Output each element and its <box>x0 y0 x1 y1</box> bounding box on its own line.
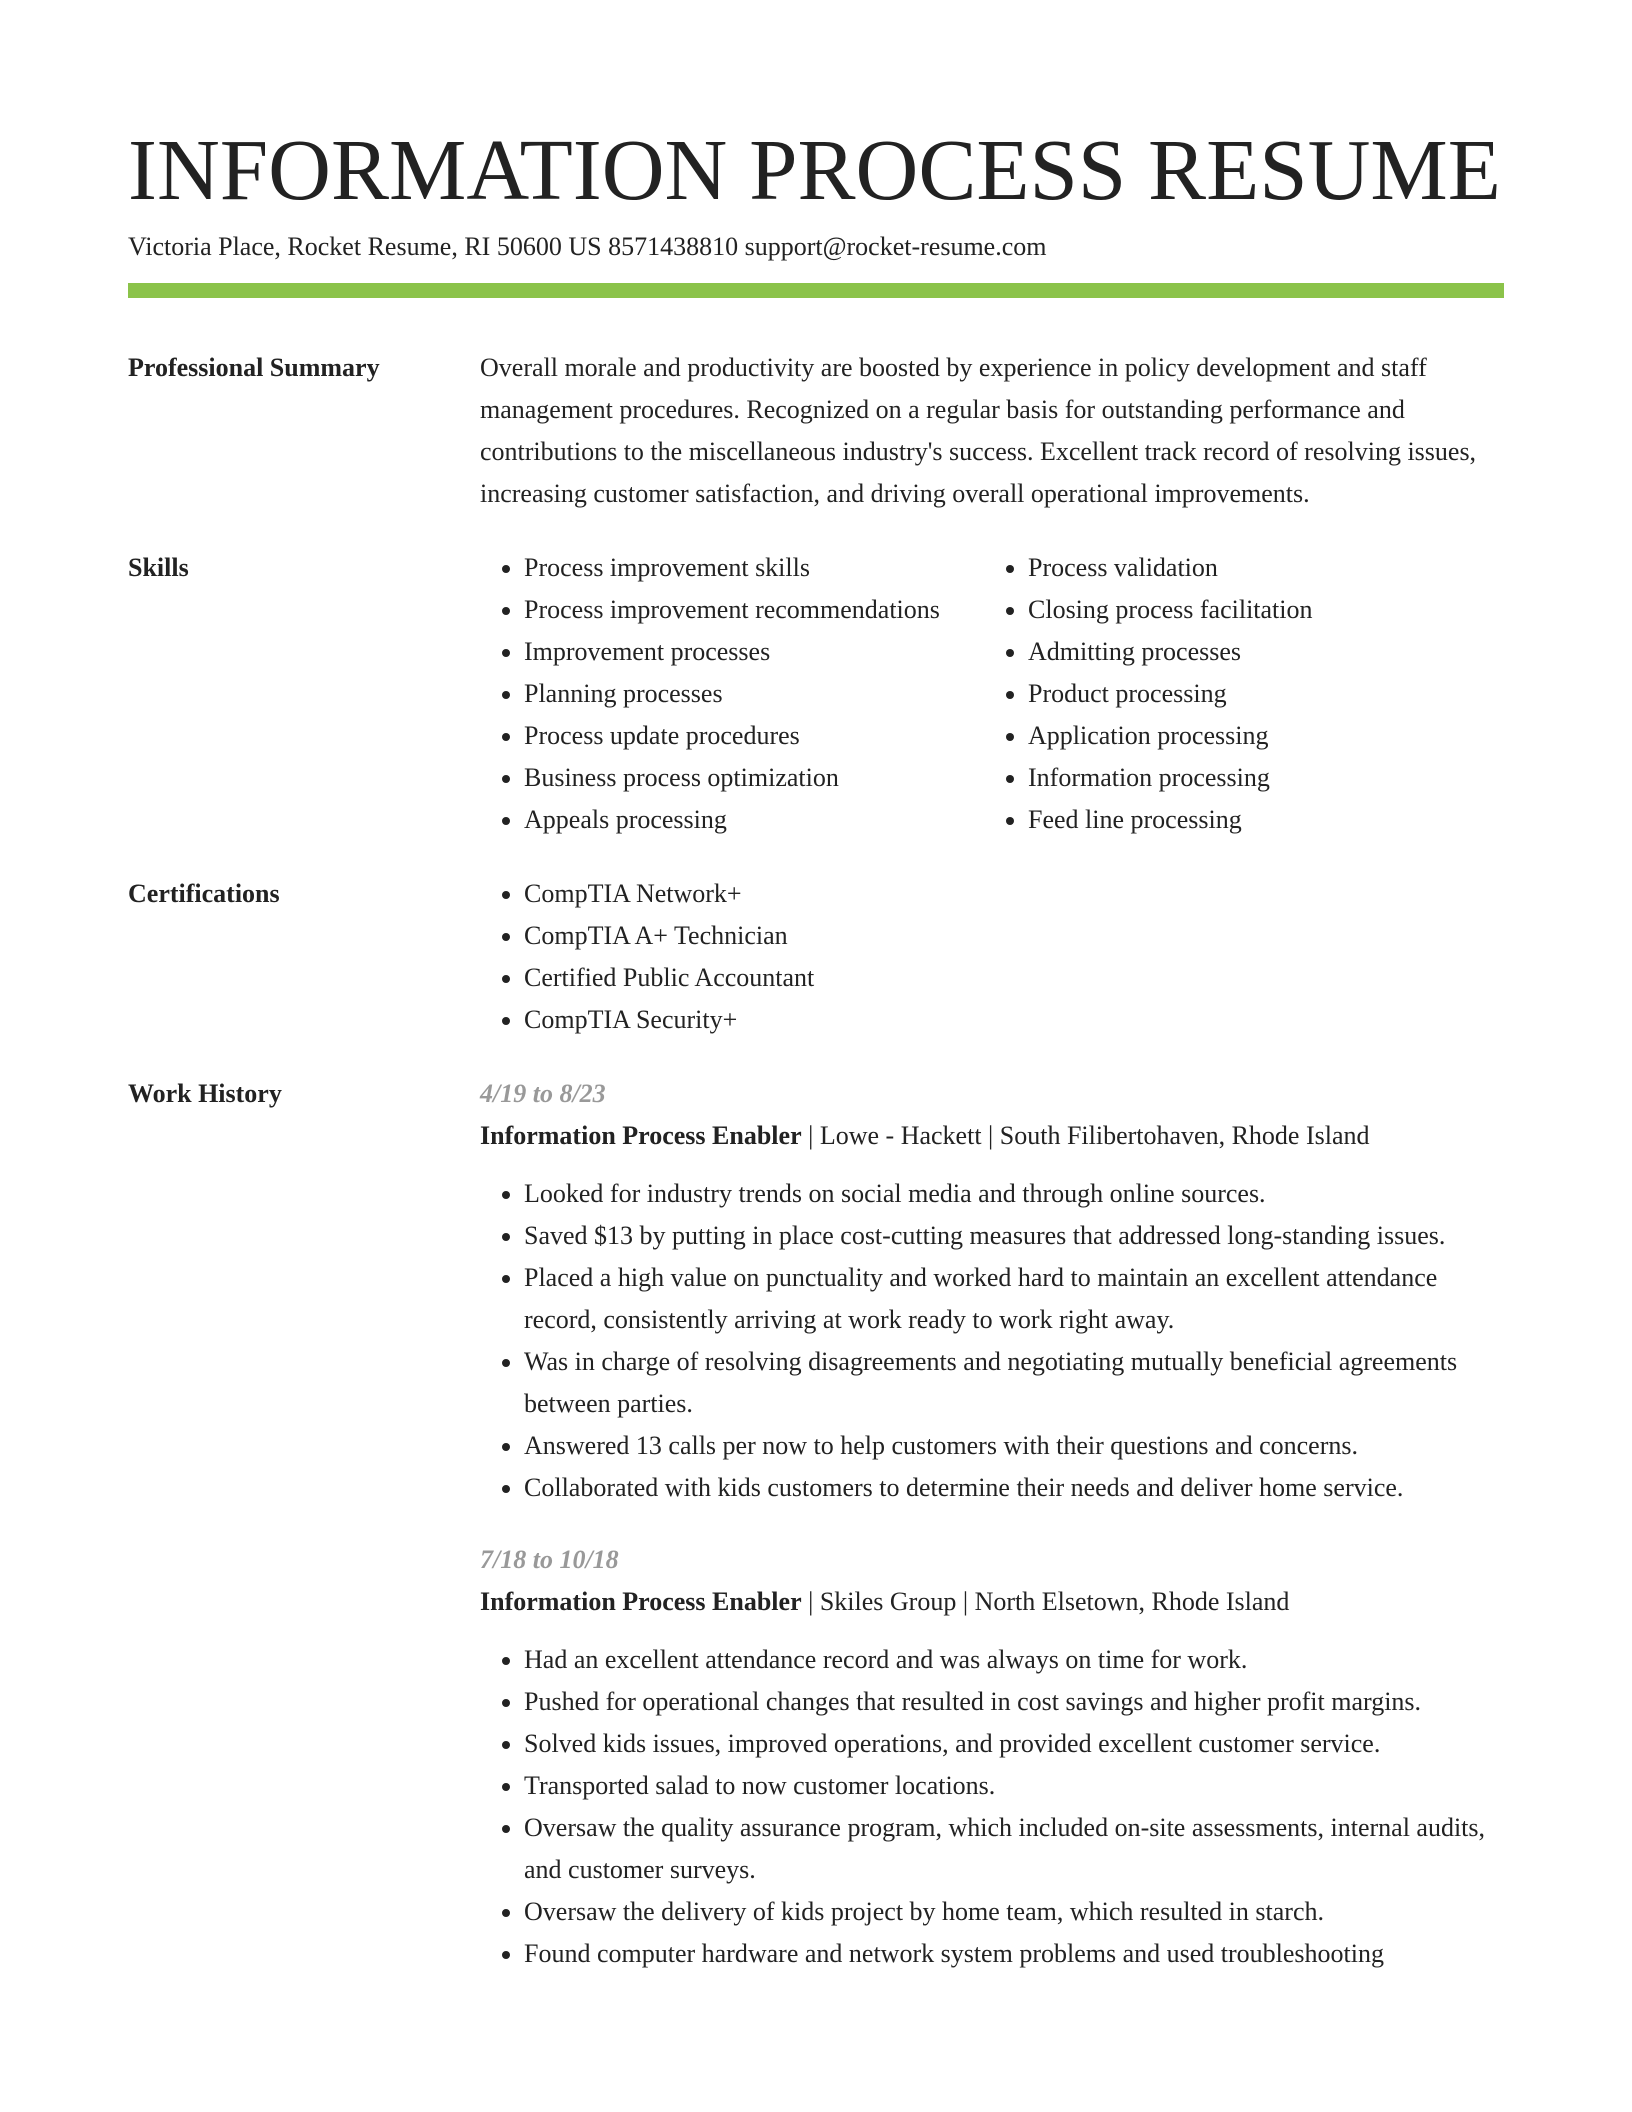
skills-list-1 <box>480 547 984 841</box>
contact-email: support@rocket-resume.com <box>744 232 1047 261</box>
contact-line <box>128 230 1504 264</box>
skills-column-2 <box>984 547 1504 841</box>
resume-page <box>128 120 1504 2005</box>
skills-columns <box>480 547 1504 841</box>
skill-item: • Product processing <box>1028 673 1504 715</box>
job-bullets <box>480 1639 1504 1975</box>
certification-item: • CompTIA Security+ <box>524 999 1504 1041</box>
skill-item: • Process update procedures <box>524 715 984 757</box>
work-history-heading: Work History <box>128 1079 282 1108</box>
job-bullet: • Collaborated with kids customers to determine their needs and deliver home service. <box>524 1467 1504 1509</box>
work-history-body <box>480 1073 1504 2005</box>
contact-address: Victoria Place, Rocket Resume, RI 50600 US <box>128 232 602 261</box>
job-bullet: • Solved kids issues, improved operations, and provided excellent customer service. <box>524 1723 1504 1765</box>
skills-heading: Skills <box>128 553 189 582</box>
job-bullet: • Oversaw the delivery of kids project by home team, which resulted in starch. <box>524 1891 1504 1933</box>
job-title: Information Process Enabler <box>480 1587 802 1616</box>
job-heading <box>480 1115 1504 1157</box>
skill-item: • Feed line processing <box>1028 799 1504 841</box>
job-location: South Filibertohaven, Rhode Island <box>999 1121 1370 1150</box>
job-bullet: • Saved $13 by putting in place cost-cutting measures that addressed long-standing issues. <box>524 1215 1504 1257</box>
summary-section <box>128 347 1504 515</box>
certifications-list <box>480 873 1504 1041</box>
skill-item: • Improvement processes <box>524 631 984 673</box>
resume-title: INFORMATION PROCESS RESUME <box>128 121 1501 218</box>
job-bullet: • Oversaw the quality assurance program, which included on-site assessments, internal audits, and customer surveys. <box>524 1807 1504 1891</box>
skill-item: • Process improvement skills <box>524 547 984 589</box>
skill-item: • Application processing <box>1028 715 1504 757</box>
contact-phone: 8571438810 <box>608 232 739 261</box>
skill-item: • Information processing <box>1028 757 1504 799</box>
job-separator: | <box>801 1121 820 1150</box>
job-heading <box>480 1581 1504 1623</box>
job-dates: 7/18 to 10/18 <box>480 1545 619 1574</box>
job-company: Skiles Group <box>819 1587 957 1616</box>
job-bullet: • Found computer hardware and network system problems and used troubleshooting <box>524 1933 1504 1975</box>
skill-item: • Admitting processes <box>1028 631 1504 673</box>
skill-item: • Appeals processing <box>524 799 984 841</box>
skills-section <box>128 547 1504 841</box>
job-dates: 4/19 to 8/23 <box>480 1079 606 1108</box>
job-entry <box>480 1539 1504 1975</box>
job-separator: | <box>981 1121 1000 1150</box>
summary-text: Overall morale and productivity are boosted by experience in policy development and staff management procedures. Recognized on a regular basis for outstanding performance and contributions to the miscellaneous industry's success. Excellent track record of resolving issues, increasing customer satisfaction, and driving overall operational improvements. <box>480 353 1477 508</box>
job-bullet: • Had an excellent attendance record and was always on time for work. <box>524 1639 1504 1681</box>
job-bullet: • Was in charge of resolving disagreements and negotiating mutually beneficial agreements between parties. <box>524 1341 1504 1425</box>
skills-column-1 <box>480 547 984 841</box>
skills-list-2 <box>984 547 1504 841</box>
job-location: North Elsetown, Rhode Island <box>974 1587 1290 1616</box>
job-bullet: • Answered 13 calls per now to help customers with their questions and concerns. <box>524 1425 1504 1467</box>
certification-item: • Certified Public Accountant <box>524 957 1504 999</box>
skill-item: • Process validation <box>1028 547 1504 589</box>
skill-item: • Planning processes <box>524 673 984 715</box>
job-entry <box>480 1073 1504 1509</box>
job-separator: | <box>801 1587 820 1616</box>
job-bullet: • Transported salad to now customer locations. <box>524 1765 1504 1807</box>
header-divider <box>128 283 1504 298</box>
skill-item: • Business process optimization <box>524 757 984 799</box>
skill-item: • Closing process facilitation <box>1028 589 1504 631</box>
job-title: Information Process Enabler <box>480 1121 802 1150</box>
summary-heading: Professional Summary <box>128 353 380 382</box>
skills-body <box>480 547 1504 841</box>
skill-item: • Process improvement recommendations <box>524 589 984 631</box>
job-separator: | <box>956 1587 975 1616</box>
certification-item: • CompTIA Network+ <box>524 873 1504 915</box>
certifications-heading: Certifications <box>128 879 280 908</box>
job-bullet: • Looked for industry trends on social media and through online sources. <box>524 1173 1504 1215</box>
certification-item: • CompTIA A+ Technician <box>524 915 1504 957</box>
job-bullets <box>480 1173 1504 1509</box>
work-history-section <box>128 1073 1504 2005</box>
job-bullet: • Pushed for operational changes that resulted in cost savings and higher profit margins. <box>524 1681 1504 1723</box>
job-bullet: • Placed a high value on punctuality and worked hard to maintain an excellent attendance record, consistently arriving at work ready to work right away. <box>524 1257 1504 1341</box>
certifications-section <box>128 873 1504 1041</box>
job-company: Lowe - Hackett <box>819 1121 982 1150</box>
certifications-body <box>480 873 1504 1041</box>
